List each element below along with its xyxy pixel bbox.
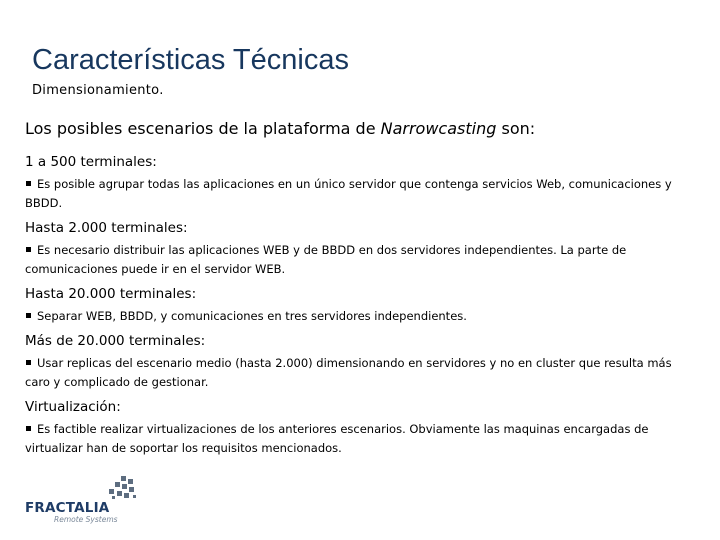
section-text — [25, 307, 697, 326]
intro-emphasis: Narrowcasting — [380, 119, 497, 138]
section-heading: Más de 20.000 terminales: — [25, 333, 206, 349]
section-heading: Hasta 20.000 terminales: — [25, 286, 197, 302]
section-body: Es posible agrupar todas las aplicaciones en un único servidor que contenga servicios Web, comunicaciones y BBDD. — [25, 177, 672, 210]
intro-suffix: son: — [496, 119, 536, 138]
square-bullet-icon — [26, 313, 31, 318]
scenario-section — [25, 398, 697, 458]
logo-tagline: Remote Systems — [54, 515, 118, 524]
square-bullet-icon — [26, 181, 31, 186]
section-text — [25, 354, 697, 392]
section-text — [25, 175, 697, 213]
scenario-list — [25, 153, 697, 464]
fractalia-logo — [25, 476, 125, 526]
square-bullet-icon — [26, 360, 31, 365]
scenario-section — [25, 332, 697, 392]
fractal-mark-icon — [109, 476, 139, 502]
section-heading: Virtualización: — [25, 399, 121, 415]
intro-prefix: Los posibles escenarios de la plataforma de — [25, 119, 381, 138]
slide-title: Características Técnicas — [32, 44, 349, 76]
section-body: Separar WEB, BBDD, y comunicaciones en tres servidores independientes. — [37, 309, 467, 323]
section-heading: 1 a 500 terminales: — [25, 154, 157, 170]
intro-text — [25, 119, 535, 138]
square-bullet-icon — [26, 426, 31, 431]
scenario-section — [25, 285, 697, 326]
section-heading: Hasta 2.000 terminales: — [25, 220, 188, 236]
section-body: Usar replicas del escenario medio (hasta 2.000) dimensionando en servidores y no en cluster que resulta más caro y complicado de gestionar. — [25, 356, 672, 389]
section-text — [25, 420, 697, 458]
slide-subtitle: Dimensionamiento. — [32, 83, 164, 98]
logo-name: FRACTALIA — [25, 500, 110, 516]
section-text — [25, 241, 697, 279]
section-body: Es factible realizar virtualizaciones de los anteriores escenarios. Obviamente las maquinas encargadas de virtualizar han de soportar los requisitos mencionados. — [25, 422, 649, 455]
scenario-section — [25, 219, 697, 279]
square-bullet-icon — [26, 247, 31, 252]
scenario-section — [25, 153, 697, 213]
section-body: Es necesario distribuir las aplicaciones WEB y de BBDD en dos servidores independientes. La parte de comunicaciones puede ir en el servidor WEB. — [25, 243, 627, 276]
